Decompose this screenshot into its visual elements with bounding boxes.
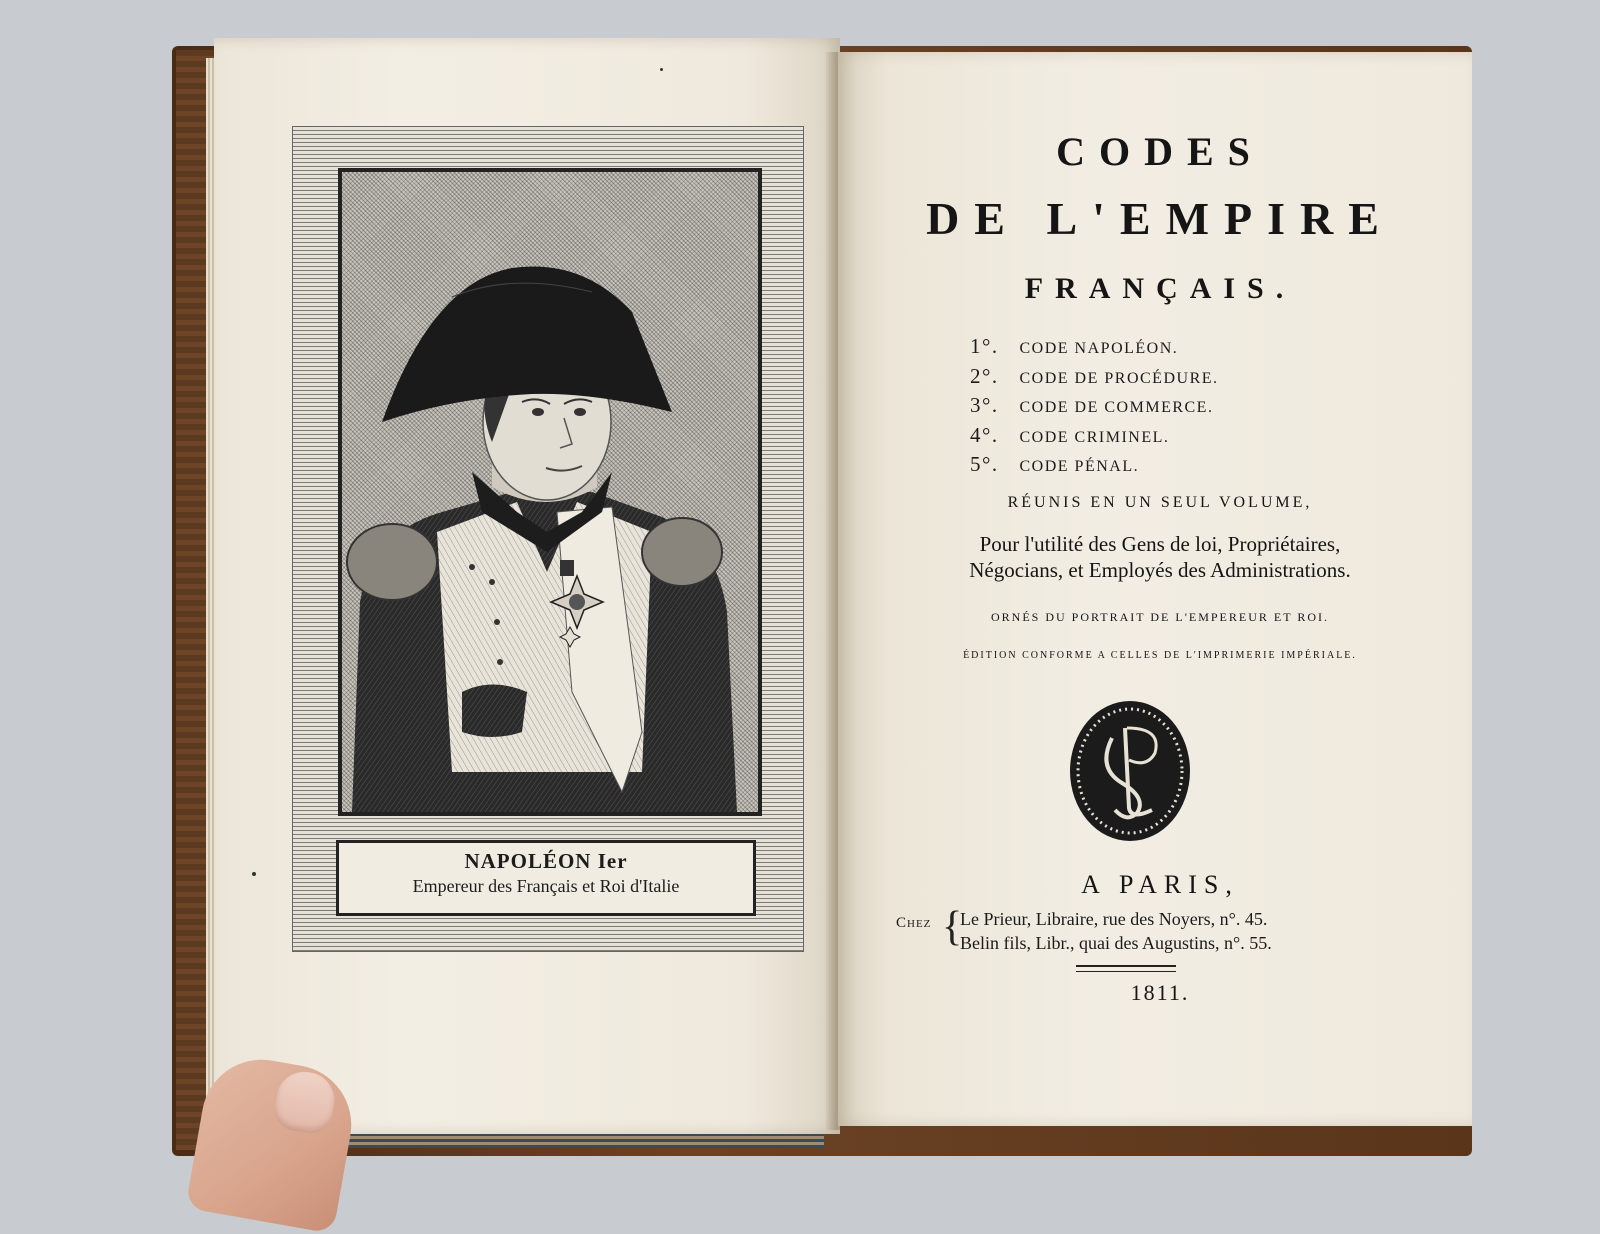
publication-year: 1811. — [1130, 980, 1190, 1005]
purpose-line-2: Négocians, et Employés des Administrations. — [969, 558, 1351, 582]
place-line: A PARIS, — [1081, 870, 1239, 899]
caption-subtitle: Empereur des Français et Roi d'Italie — [412, 876, 680, 896]
code-number: 1°. — [970, 334, 999, 358]
list-item — [970, 423, 1310, 453]
chez-label: Chez — [896, 915, 932, 931]
napoleon-portrait-icon — [342, 172, 758, 812]
code-label: CODE CRIMINEL. — [1019, 428, 1170, 446]
reunis-line: RÉUNIS EN UN SEUL VOLUME, — [1007, 494, 1313, 511]
portrait-engraving — [338, 168, 762, 816]
code-number: 5°. — [970, 452, 999, 476]
divider-rule — [1076, 965, 1176, 972]
title-line-2: DE L'EMPIRE — [926, 193, 1394, 244]
list-item — [970, 452, 1310, 482]
code-number: 2°. — [970, 363, 999, 388]
title-line-1: CODES — [1056, 129, 1264, 174]
list-item — [970, 364, 1310, 394]
list-item — [970, 334, 1310, 364]
codes-list — [970, 334, 1310, 482]
portrait-caption — [336, 840, 756, 916]
publisher-line-2: Belin fils, Libr., quai des Augustins, n°. 55. — [960, 933, 1272, 953]
code-number: 3°. — [970, 393, 999, 417]
brace-icon: { — [942, 904, 963, 950]
ink-speck — [660, 68, 663, 71]
code-label: CODE NAPOLÉON. — [1019, 340, 1179, 357]
ink-speck — [252, 872, 256, 876]
code-label: CODE DE PROCÉDURE. — [1019, 369, 1219, 387]
list-item — [970, 393, 1310, 423]
code-label: CODE PÉNAL. — [1019, 458, 1140, 475]
caption-title: NAPOLÉON Ier — [464, 849, 628, 873]
code-label: CODE DE COMMERCE. — [1019, 399, 1214, 416]
ornes-line: ORNÉS DU PORTRAIT DE L'EMPEREUR ET ROI. — [990, 610, 1329, 624]
monogram-seal-icon — [1067, 698, 1193, 844]
publisher-line-1: Le Prieur, Libraire, rue des Noyers, n°. 45. — [960, 909, 1268, 929]
purpose-line-1: Pour l'utilité des Gens de loi, Propriétaires, — [979, 532, 1341, 556]
code-number: 4°. — [970, 422, 999, 447]
title-line-3: FRANÇAIS. — [1024, 272, 1296, 305]
edition-line: ÉDITION CONFORME A CELLES DE L'IMPRIMERIE IMPÉRIALE. — [963, 650, 1357, 661]
